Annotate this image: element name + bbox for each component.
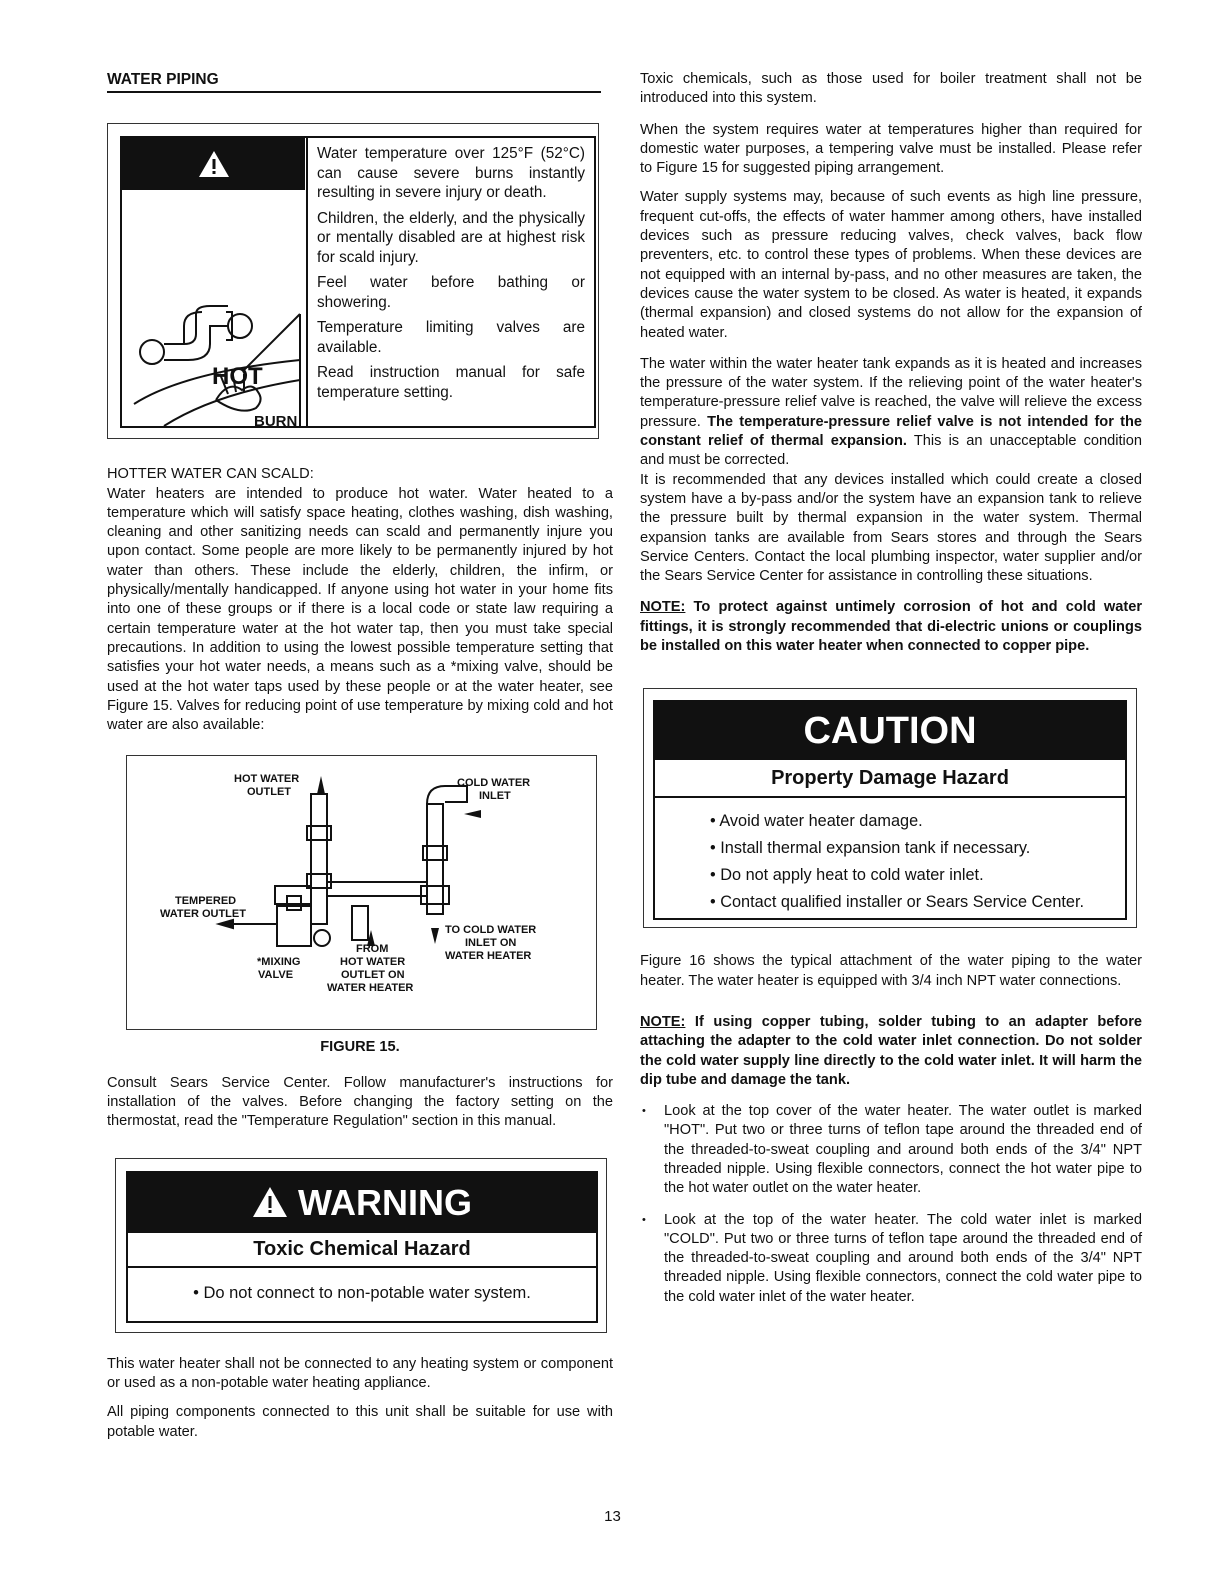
label-from-4: WATER HEATER: [327, 982, 414, 995]
label-mixing-1: *MIXING: [257, 956, 301, 969]
paragraph: Toxic chemicals, such as those used for boiler treatment shall not be introduced into this system.: [640, 71, 1142, 107]
danger-box: [107, 123, 599, 439]
warning-label-text: WARNING: [298, 1181, 472, 1223]
danger-paragraph: Children, the elderly, and the physically or mentally disabled are at highest risk for scald injury.: [317, 209, 585, 266]
note-label: NOTE:: [640, 599, 686, 616]
page-number: 13: [604, 1508, 621, 1525]
caution-item: • Avoid water heater damage.: [710, 808, 1125, 835]
instruction-item: • Look at the top cover of the water heater. The water outlet is marked "HOT". Put two or three turns of teflon tape around the threaded end of the threaded-to-sweat coupling and around both ends of the 3/4" NPT threaded nipple. Using flexible connectors, connect the hot water pipe to the hot water outlet on the water heater.: [640, 1102, 1142, 1198]
caution-list: [655, 798, 1125, 916]
note-copper: [640, 1013, 1142, 1090]
caution-item: • Contact qualified installer or Sears Service Center.: [710, 889, 1125, 916]
danger-label-text: DANGER: [141, 197, 286, 236]
consult-text: Consult Sears Service Center. Follow manufacturer's instructions for installation of the valves. Before changing the factory setting on the thermostat, read the "Temperature Regulation" section in this manual.: [107, 1074, 613, 1130]
label-to-cold-2: INLET ON: [465, 937, 517, 950]
warning-subtitle: Toxic Chemical Hazard: [128, 1233, 596, 1268]
danger-inner: [120, 136, 596, 428]
piping-diagram: [127, 756, 598, 1031]
danger-paragraph: Temperature limiting valves are available.: [317, 319, 585, 356]
caution-box: [643, 688, 1137, 928]
text-span: The water within the water heater tank expands as it is heated and increases the pressure of the water system. If the relieving point of the water heater's temperature-pressure relief valve is reached, the valve will relieve the excess pressure.: [640, 355, 1142, 430]
warning-label: [128, 1173, 596, 1233]
label-to-cold-1: TO COLD WATER: [445, 924, 537, 937]
caution-item: • Do not apply heat to cold water inlet.: [710, 862, 1125, 889]
label-tempered-2: WATER OUTLET: [160, 908, 246, 921]
paragraph: Water supply systems may, because of such events as high line pressure, frequent cut-offs, the effects of water hammer among others, have installed devices such as pressure reducing valves, check valves, back flow preventers, etc. to control these types of problems. When these devices are not equipped with an internal by-pass, and no other measures are taken, the devices cause the water system to be closed. As water is heated, it expands (thermal expansion) and closed systems do not allow for the expansion of heated water.: [640, 189, 1142, 341]
left-tail-paragraph: This water heater shall not be connected to any heating system or component or used as a non-potable water heating appliance.: [107, 1355, 613, 1391]
paragraph: Figure 16 shows the typical attachment of the water piping to the water heater. The water heater is equipped with 3/4 inch NPT water connections.: [640, 953, 1142, 989]
danger-paragraph: Water temperature over 125°F (52°C) can cause severe burns instantly resulting in severe injury or death.: [317, 145, 585, 202]
danger-paragraph: Feel water before bathing or showering.: [317, 274, 585, 311]
instruction-item: • Look at the top of the water heater. The cold water inlet is marked "COLD". Put two or three turns of teflon tape around the threaded end of the threaded-to-sweat coupling and around both ends of the 3/4" NPT threaded nipple. Using flexible connectors, connect the cold water pipe to the cold water inlet of the water heater.: [640, 1211, 1142, 1307]
bold-span: The temperature-pressure relief valve is not intended for the constant relief of thermal expansion.: [640, 413, 1143, 450]
label-to-cold-3: WATER HEATER: [445, 950, 532, 963]
label-cold-inlet-1: COLD WATER: [457, 777, 531, 790]
right-column: [640, 70, 1142, 1319]
paragraph: When the system requires water at temperatures higher than required for domestic water purposes, a tempering valve must be installed. Please refer to Figure 15 for suggested piping arrangement.: [640, 121, 1142, 177]
caution-inner: [653, 700, 1127, 920]
warning-triangle-icon: [198, 145, 230, 183]
label-tempered-1: TEMPERED: [175, 895, 237, 908]
figure-15: [126, 755, 597, 1030]
paragraph: It is recommended that any devices installed which could create a closed system have a by-pass and/or the system have an expansion tank to relieve the pressure built by thermal expansion in the water system. Thermal expansion tanks are available from Sears stores and through the Sears Service Centers. Contact the local plumbing inspector, water supplier and/or the Sears Service Center for assistance in controlling these situations.: [640, 471, 1142, 585]
art-burn-text: BURN: [254, 413, 298, 427]
paragraph: [640, 355, 1142, 471]
note-text: To protect against untimely corrosion of hot and cold water fittings, it is strongly recommended that di-electric unions or couplings be installed on this water heater when connected to copper pipe.: [640, 599, 1142, 655]
note-label: NOTE:: [640, 1013, 686, 1030]
caution-label: CAUTION: [655, 702, 1125, 760]
warning-item: • Do not connect to non-potable water system.: [193, 1283, 531, 1302]
art-hot-text: HOT: [212, 363, 263, 391]
warning-box: [115, 1158, 607, 1333]
warning-triangle-icon: [252, 1182, 298, 1223]
section-title: WATER PIPING: [107, 70, 601, 93]
left-column: [107, 70, 613, 1442]
caution-subtitle: Property Damage Hazard: [655, 760, 1125, 798]
figure-15-caption: FIGURE 15.: [320, 1039, 400, 1056]
danger-text: [317, 144, 585, 408]
label-hot-outlet-1: HOT WATER: [234, 773, 300, 786]
danger-label: [122, 138, 305, 236]
label-from-3: OUTLET ON: [341, 969, 405, 982]
note-corrosion: [640, 598, 1142, 656]
instruction-list: [640, 1102, 1142, 1307]
scald-body: Water heaters are intended to produce hot water. Water heated to a temperature which will satisfy space heating, clothes washing, dish washing, cleaning and other sanitizing needs can scald and permanently injure you upon contact. Some people are more likely to be permanently injured by hot water than others. These include the elderly, children, the infirm, or physically/mentally handicapped. If anyone using hot water in your home fits into one of these groups or if there is a local code or state law requiring a certain temperature water at the hot water tap, then you must take special precautions. In addition to using the lowest possible temperature setting that satisfies your hot water needs, a means such as a *mixing valve, should be used at the hot water taps used by these people or at the water heater, see Figure 15. Valves for reducing point of use temperature by mixing cold and hot water are also available:: [107, 485, 613, 734]
danger-divider: [306, 138, 308, 426]
label-hot-outlet-2: OUTLET: [247, 786, 291, 799]
danger-paragraph: Read instruction manual for safe temperature setting.: [317, 364, 585, 401]
label-mixing-2: VALVE: [258, 969, 294, 982]
label-from-1: FROM: [356, 943, 389, 956]
scald-faucet-illustration: [124, 194, 304, 426]
text-span: This is an unacceptable condition and must be corrected.: [640, 433, 1142, 469]
left-tail-paragraph: All piping components connected to this unit shall be suitable for use with potable water.: [107, 1404, 613, 1440]
label-from-2: HOT WATER: [340, 956, 406, 969]
warning-inner: [126, 1171, 598, 1323]
label-cold-inlet-2: INLET: [479, 790, 511, 803]
note-text: If using copper tubing, solder tubing to an adapter before attaching the adapter to the cold water inlet connection. Do not solder the cold water supply line directly to the cold water inlet. It will harm the dip tube and damage the tank.: [640, 1013, 1142, 1088]
caution-item: • Install thermal expansion tank if necessary.: [710, 835, 1125, 862]
scald-heading: HOTTER WATER CAN SCALD:: [107, 466, 314, 483]
